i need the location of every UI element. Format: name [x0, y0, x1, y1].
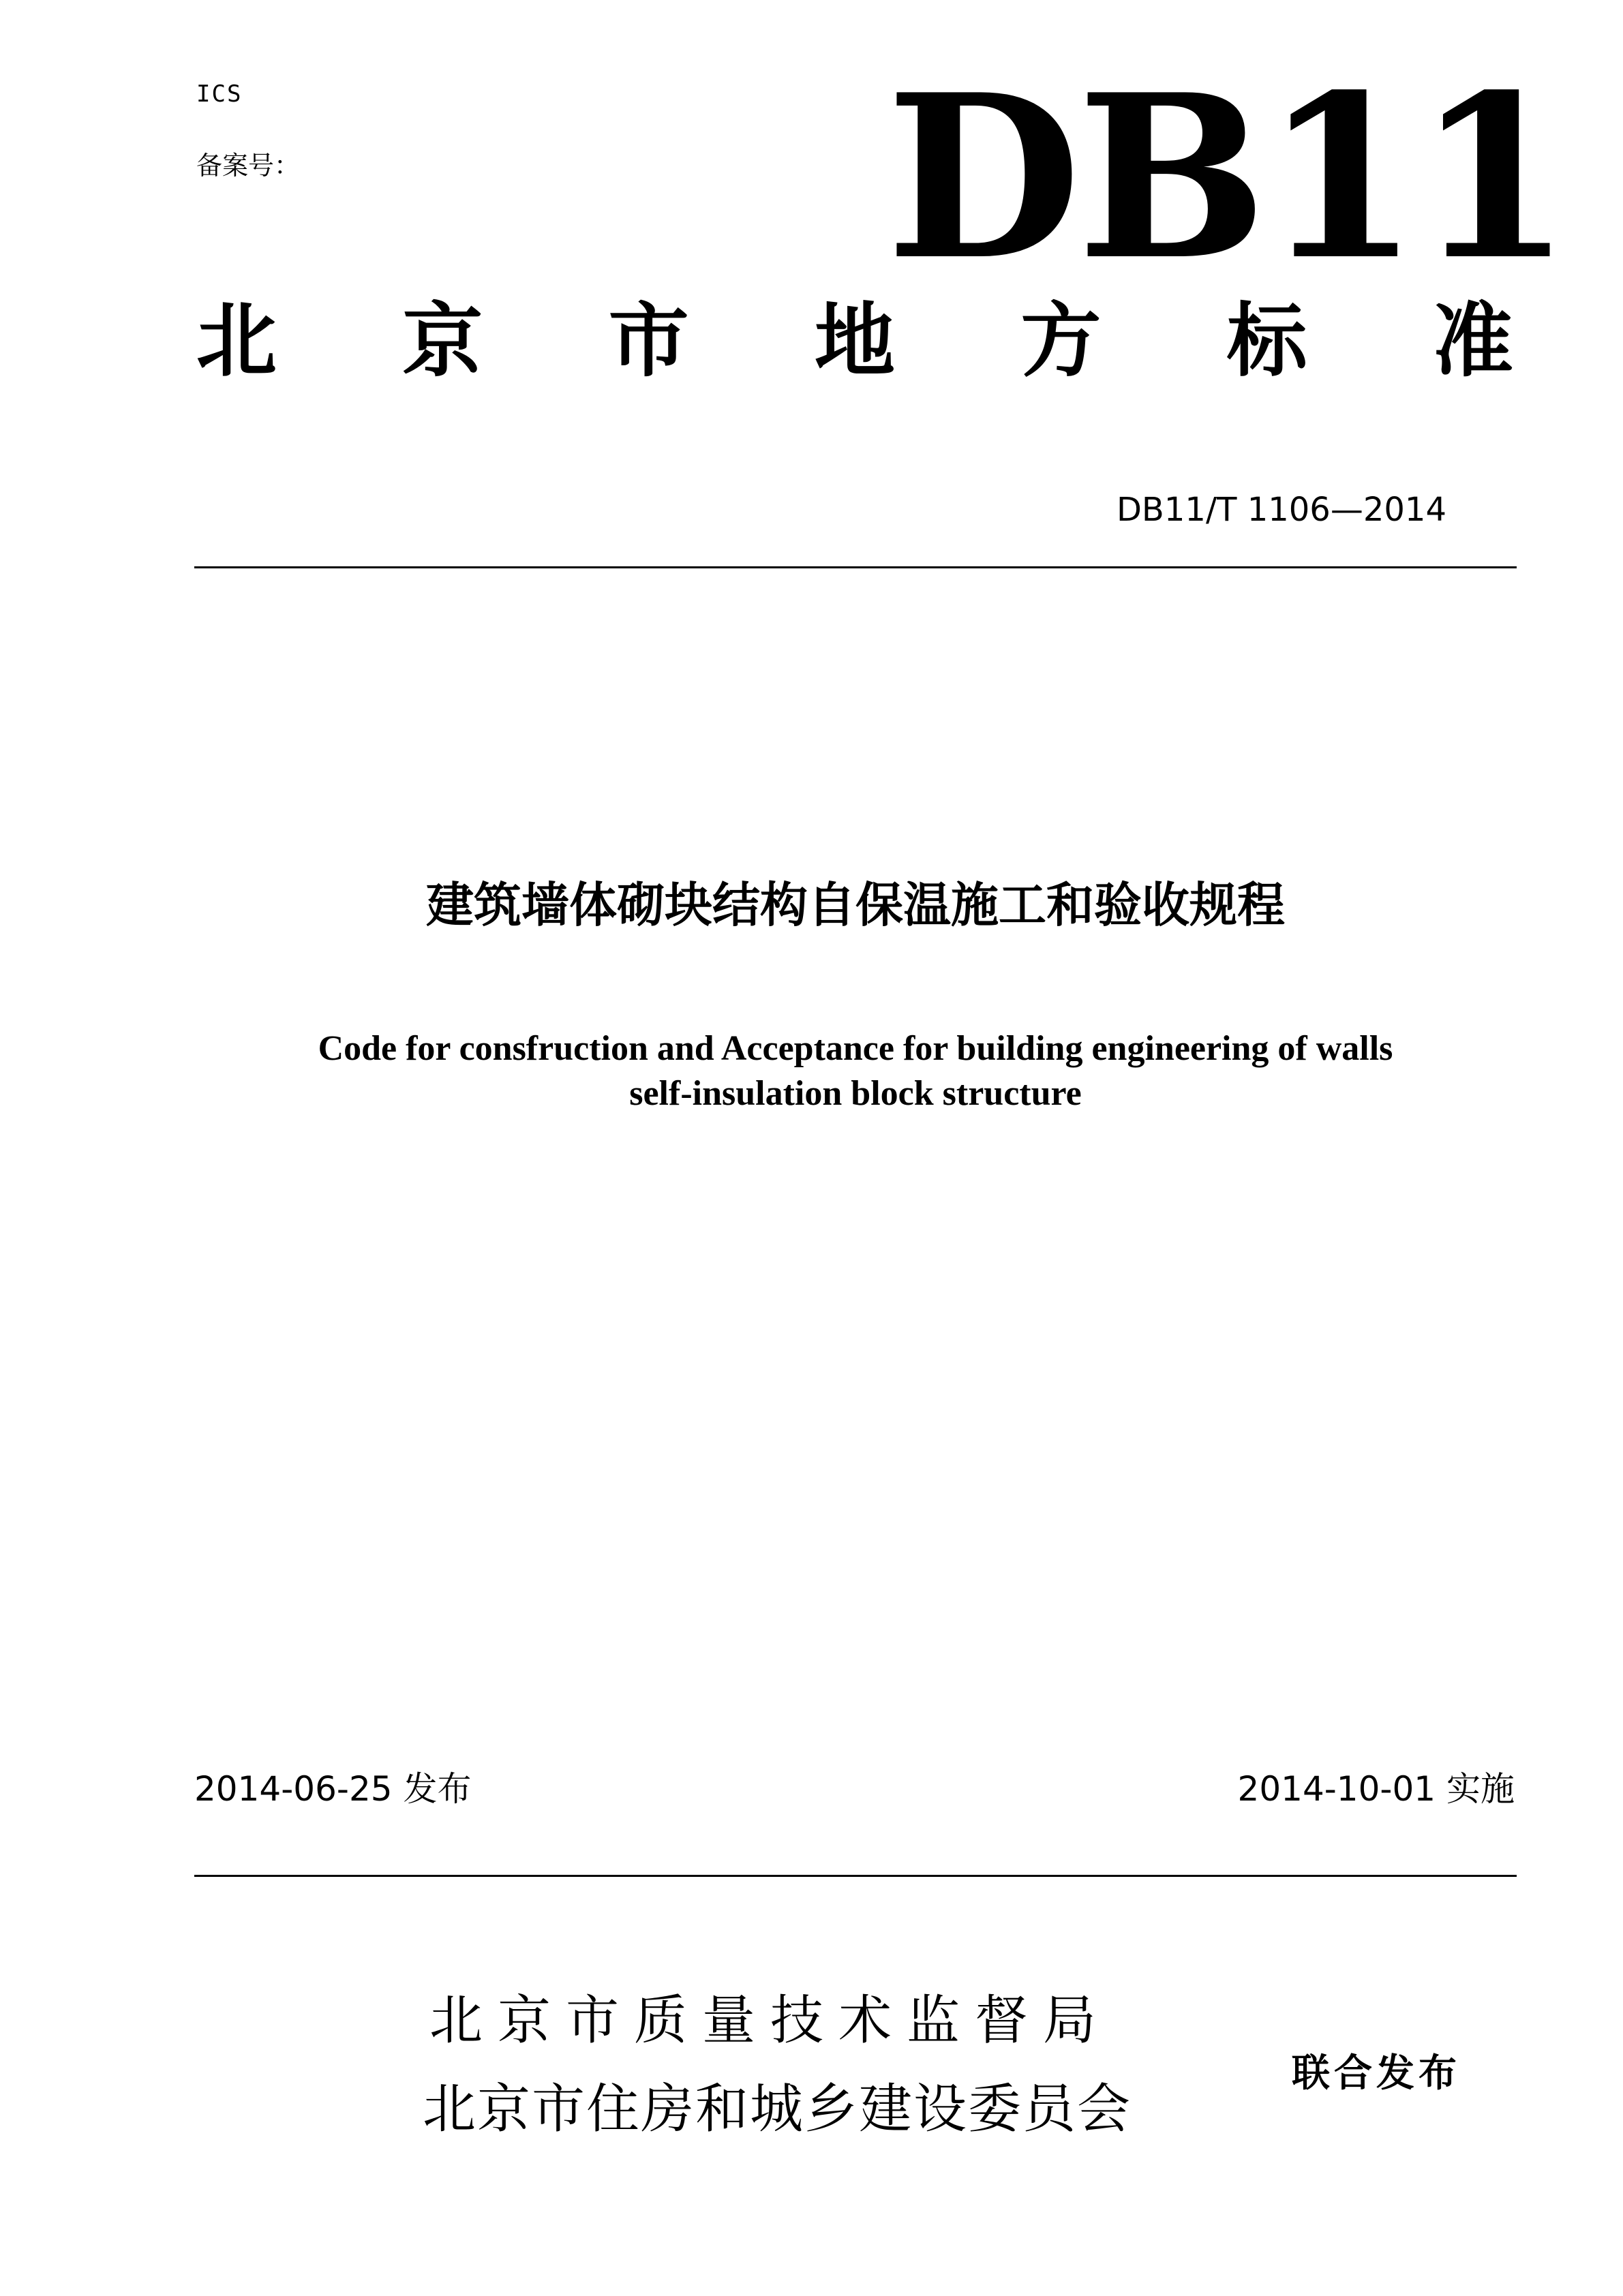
standard-type-char: 标: [1226, 294, 1307, 388]
standard-type-char: 方: [1020, 294, 1102, 388]
standard-code: DB11/T 1106—2014: [1116, 491, 1446, 529]
standard-type-char: 北: [196, 294, 277, 388]
top-divider: [194, 566, 1517, 568]
document-title-english: [194, 1026, 1517, 1116]
standard-type-char: 地: [814, 294, 895, 388]
standard-type-heading: [196, 293, 1513, 388]
standard-type-char: 市: [608, 294, 689, 388]
issuer-quality-bureau: 北京市质量技术监督局: [429, 1990, 1112, 2051]
publication-date: 2014-06-25 发布: [194, 1769, 472, 1809]
bottom-divider: [194, 1875, 1517, 1877]
standard-type-char: 京: [402, 294, 483, 388]
ics-label: ICS: [196, 80, 243, 108]
english-title-line-1: Code for consfruction and Acceptance for building engineering of walls: [318, 1029, 1393, 1068]
issuer-housing-commission: 北京市住房和城乡建设委员会: [423, 2079, 1132, 2140]
standard-type-char: 准: [1432, 294, 1513, 388]
implementation-date: 2014-10-01 实施: [1237, 1769, 1515, 1809]
document-title-chinese: 建筑墙体砌块结构自保温施工和验收规程: [426, 877, 1285, 933]
filing-number-label: 备案号：: [196, 151, 301, 181]
db11-logo: DB11: [886, 45, 1568, 309]
english-title-line-2: self-insulation block structure: [629, 1074, 1082, 1113]
joint-release-label: 联合发布: [1292, 2051, 1461, 2096]
